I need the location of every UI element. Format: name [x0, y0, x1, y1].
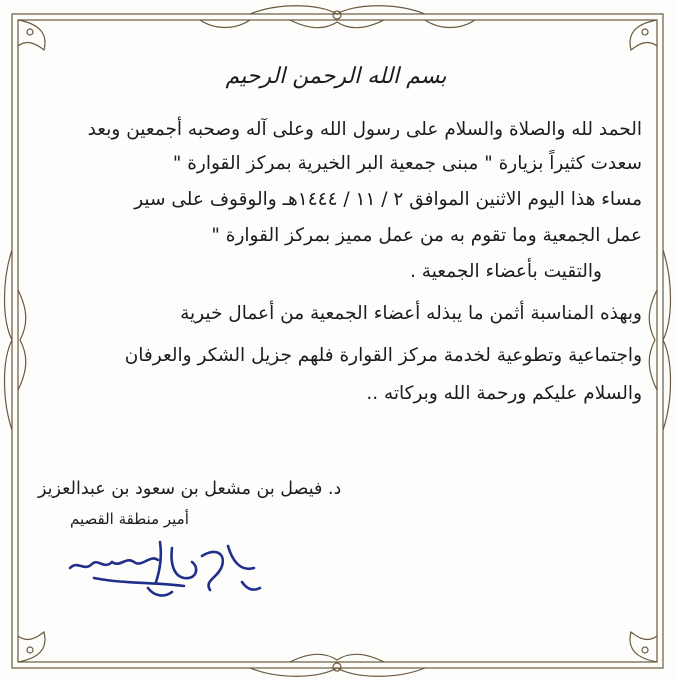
letter-line-4: عمل الجمعية وما تقوم به من عمل مميز بمركز القوارة ": [211, 225, 642, 246]
letter-line-3: مساء هذا اليوم الاثنين الموافق ٢ / ١١ / ١٤٤٤هـ والوقوف على سير: [134, 189, 642, 210]
letter-line-7: واجتماعية وتطوعية لخدمة مركز القوارة فلهم جزيل الشكر والعرفان: [124, 345, 642, 366]
letter-line-1: الحمد لله والصلاة والسلام على رسول الله وعلى آله وصحبه أجمعين وبعد: [87, 119, 642, 140]
letter-line-5: والتقيت بأعضاء الجمعية .: [410, 261, 602, 282]
letter-line-2: سعدت كثيراً بزيارة " مبنى جمعية البر الخيرية بمركز القوارة ": [172, 153, 642, 174]
basmala-heading: بسم الله الرحمن الرحيم: [225, 64, 447, 89]
signer-title: أمير منطقة القصيم: [70, 510, 189, 528]
letter-line-6: وبهذه المناسبة أثمن ما يبذله أعضاء الجمعية من أعمال خيرية: [180, 303, 642, 324]
handwritten-signature: [64, 538, 264, 608]
signer-name: د. فيصل بن مشعل بن سعود بن عبدالعزيز: [38, 479, 342, 499]
letter-line-8: والسلام عليكم ورحمة الله وبركاته ..: [366, 383, 642, 404]
